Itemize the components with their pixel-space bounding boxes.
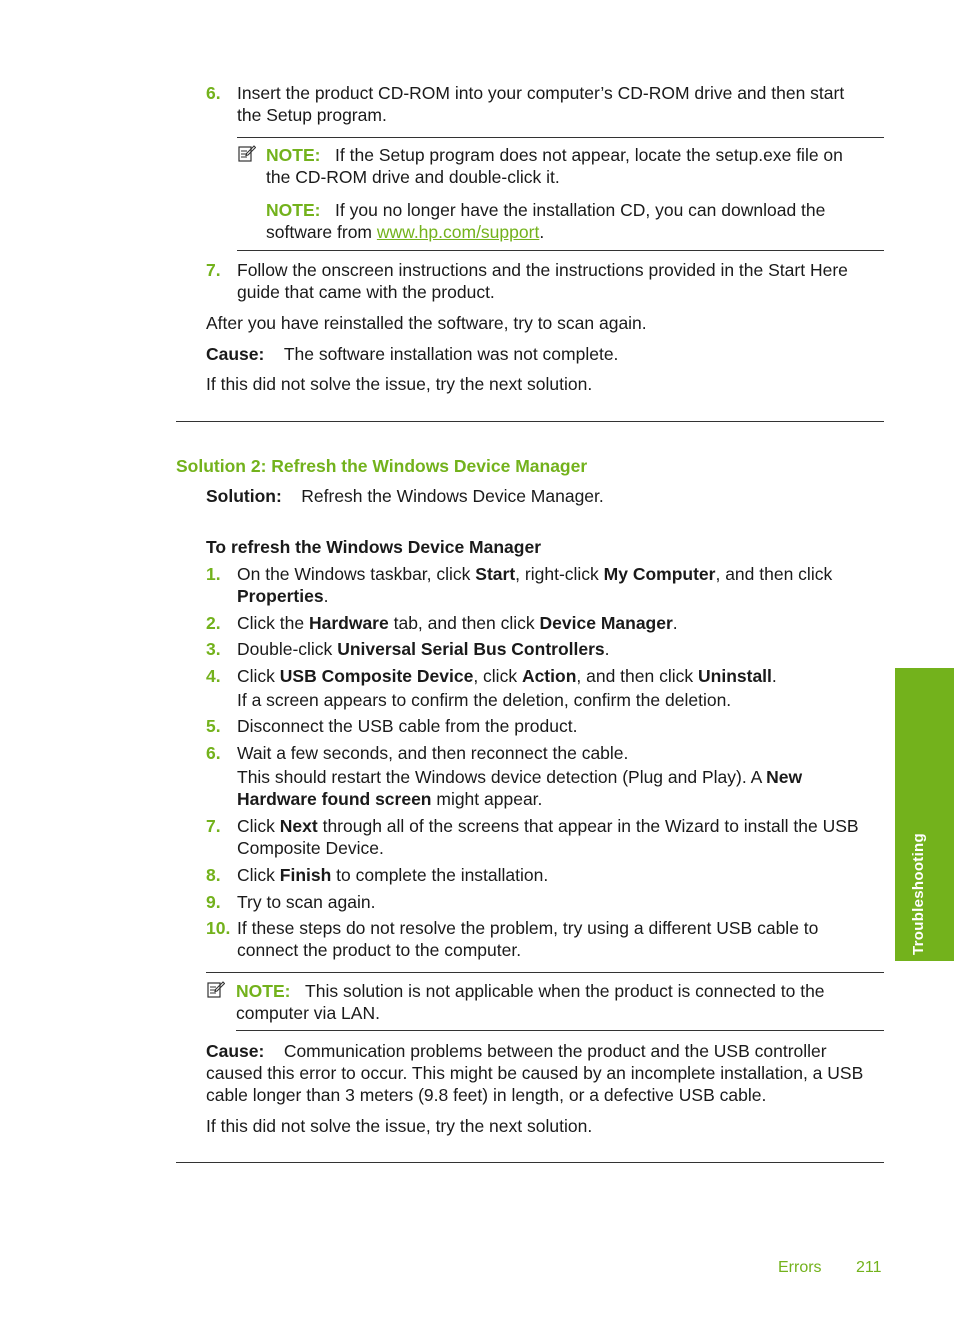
cause-1: Cause: The software installation was not complete. xyxy=(206,344,619,364)
step-text: Click Finish to complete the installation. xyxy=(237,865,549,885)
step-text: Follow the onscreen instructions and the instructions provided in the Start Here guide that came with the product. xyxy=(237,260,848,302)
step-number: 1. xyxy=(206,564,221,584)
next-solution-text: If this did not solve the issue, try the next solution. xyxy=(206,374,593,394)
footer-section: Errors xyxy=(778,1259,822,1276)
step-number: 8. xyxy=(206,865,221,885)
side-tab-label: Troubleshooting xyxy=(910,833,927,955)
note-rule-top xyxy=(206,972,884,973)
step-text: Click the Hardware tab, and then click Device Manager. xyxy=(237,613,678,633)
step-number: 7. xyxy=(206,260,221,280)
solution-2-heading: Solution 2: Refresh the Windows Device Manager xyxy=(176,456,588,476)
section-divider xyxy=(176,1162,884,1163)
step-text: On the Windows taskbar, click Start, right-click My Computer, and then click Properties. xyxy=(237,564,833,606)
step-text: Disconnect the USB cable from the product. xyxy=(237,716,578,736)
step-text: Insert the product CD-ROM into your computer’s CD-ROM drive and then start the Setup program. xyxy=(237,83,845,125)
solution-2: Solution: Refresh the Windows Device Manager. xyxy=(206,486,604,506)
note-rule-bottom xyxy=(237,250,884,251)
cause-2: Cause: Communication problems between the product and the USB controller caused this error to occur. This might be caused by an incomplete installation, a USB cable longer than 3 meters (9.8 feet) in length, or a defective USB cable. xyxy=(206,1041,864,1105)
step-text: Try to scan again. xyxy=(237,892,376,912)
step-number: 7. xyxy=(206,816,221,836)
step-number: 6. xyxy=(206,743,221,763)
note-3: NOTE: This solution is not applicable when the product is connected to the computer via LAN. xyxy=(236,981,825,1023)
section-divider xyxy=(176,421,884,422)
step-number: 9. xyxy=(206,892,221,912)
procedure-title: To refresh the Windows Device Manager xyxy=(206,537,542,557)
step-text: Click Next through all of the screens that appear in the Wizard to install the USB Composite Device. xyxy=(237,816,859,858)
note-pencil-icon xyxy=(238,145,256,163)
step-text: If these steps do not resolve the problem, try using a different USB cable to connect the product to the computer. xyxy=(237,918,819,960)
note-1: NOTE: If the Setup program does not appear, locate the setup.exe file on the CD-ROM drive and double-click it. xyxy=(266,145,843,187)
next-solution-text: If this did not solve the issue, try the next solution. xyxy=(206,1116,593,1136)
step-text: Click USB Composite Device, click Action, and then click Uninstall. If a screen appears to confirm the deletion, confirm the deletion. xyxy=(237,666,777,710)
step-text: Double-click Universal Serial Bus Controllers. xyxy=(237,639,610,659)
step-number: 3. xyxy=(206,639,221,659)
step-number: 4. xyxy=(206,666,221,686)
note-pencil-icon xyxy=(207,981,225,999)
step-number: 2. xyxy=(206,613,221,633)
step-number: 10. xyxy=(206,918,231,938)
step-number: 5. xyxy=(206,716,221,736)
note-rule-top xyxy=(237,137,884,138)
page-number: 211 xyxy=(856,1259,882,1276)
hp-support-link[interactable]: www.hp.com/support xyxy=(376,222,540,242)
note-rule-bottom xyxy=(236,1030,884,1031)
step-text: Wait a few seconds, and then reconnect the cable. This should restart the Windows device detection (Plug and Play). A New Hardware found screen might appear. xyxy=(237,743,803,809)
note-2: NOTE: If you no longer have the installation CD, you can download the software from www.hp.com/support. xyxy=(266,200,826,242)
after-reinstall-text: After you have reinstalled the software, try to scan again. xyxy=(206,313,647,333)
step-number: 6. xyxy=(206,83,221,103)
